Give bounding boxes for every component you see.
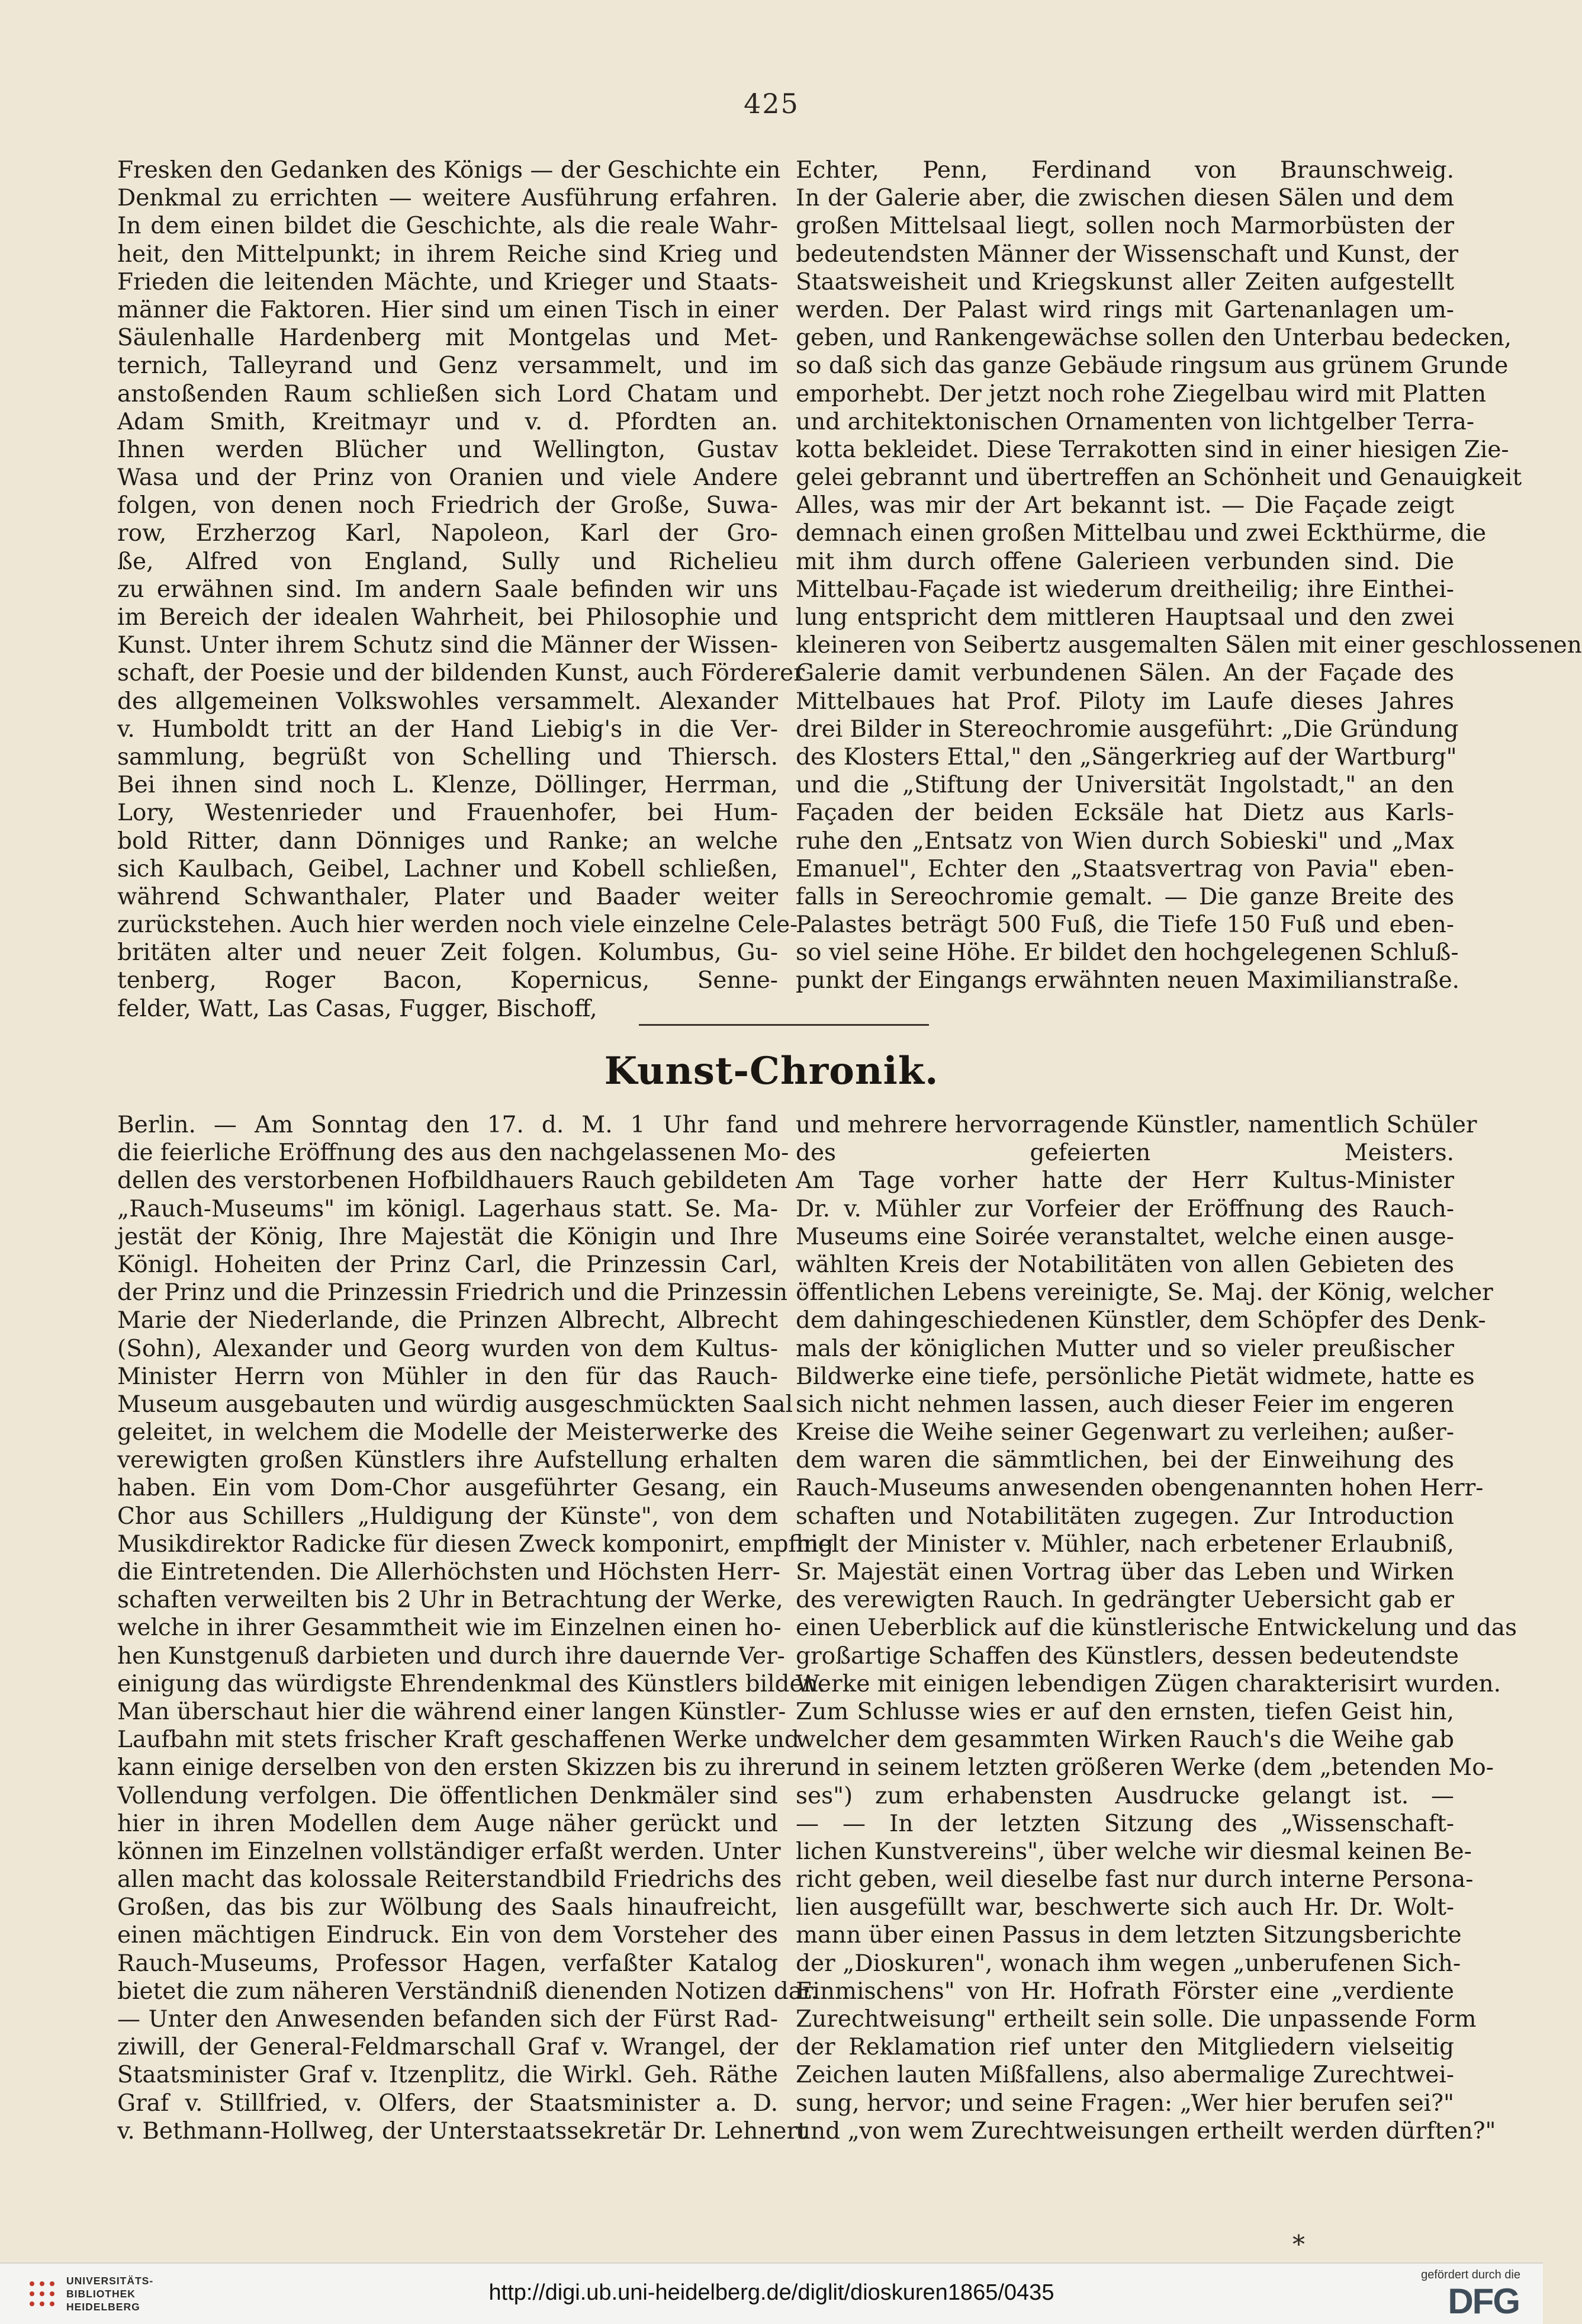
text-line: „Rauch-Museums" im königl. Lagerhaus statt. Se. Ma- — [117, 1195, 778, 1222]
text-line: falls in Sereochromie gemalt. — Die ganze Breite des — [796, 883, 1454, 910]
section-divider — [639, 1024, 929, 1026]
text-line: Kreise die Weihe seiner Gegenwart zu verleihen; außer- — [796, 1419, 1454, 1446]
text-line: so viel seine Höhe. Er bildet den hochgelegenen Schluß- — [796, 939, 1459, 967]
text-line: verewigten großen Künstlers ihre Aufstellung erhalten — [117, 1447, 778, 1474]
text-line: des allgemeinen Volkswohles versammelt. Alexander — [117, 688, 778, 715]
text-line: — Unter den Anwesenden befanden sich der Fürst Rad- — [117, 2006, 778, 2033]
text-line: männer die Faktoren. Hier sind um einen Tisch in einer — [117, 296, 778, 323]
text-line: Mittelbaues hat Prof. Piloty im Laufe dieses Jahres — [796, 688, 1454, 715]
text-line: zurückstehen. Auch hier werden noch viele einzelne Cele- — [117, 911, 798, 939]
text-line: ruhe den „Entsatz von Wien durch Sobieski" und „Max — [796, 827, 1454, 855]
text-line: die feierliche Eröffnung des aus den nachgelassenen Mo- — [117, 1139, 789, 1167]
text-line: drei Bilder in Stereochromie ausgeführt: „Die Gründung — [796, 715, 1459, 743]
text-line: so daß sich das ganze Gebäude ringsum aus grünem Grunde — [796, 352, 1509, 380]
text-line: Alles, was mir der Art bekannt ist. — Die Façade zeigt — [796, 492, 1454, 519]
text-line: im Bereich der idealen Wahrheit, bei Philosophie und — [117, 604, 778, 631]
top-right-column — [796, 156, 1582, 995]
text-line: Museums eine Soirée veranstaltet, welche einen ausge- — [796, 1223, 1454, 1250]
text-line: kotta bekleidet. Diese Terrakotten sind in einer hiesigen Zie- — [796, 436, 1509, 463]
text-line: emporhebt. Der jetzt noch rohe Ziegelbau wird mit Platten — [796, 380, 1487, 407]
text-line: (Sohn), Alexander und Georg wurden von dem Kultus- — [117, 1335, 778, 1362]
library-name-line-1: UNIVERSITÄTS- — [66, 2275, 154, 2287]
page-number: 425 — [744, 88, 799, 120]
text-line: richt geben, weil dieselbe fast nur durch interne Persona- — [796, 1866, 1474, 1893]
text-line: Dr. v. Mühler zur Vorfeier der Eröffnung des Rauch- — [796, 1195, 1454, 1222]
text-line: Laufbahn mit stets frischer Kraft geschaffenen Werke und — [117, 1726, 799, 1754]
text-line: kann einige derselben von den ersten Skizzen bis zu ihrer — [117, 1754, 797, 1781]
text-line: dem dahingeschiedenen Künstler, dem Schöpfer des Denk- — [796, 1307, 1486, 1334]
text-line: der Reklamation rief unter den Mitgliedern vielseitig — [796, 2034, 1454, 2061]
text-line: bedeutendsten Männer der Wissenschaft und Kunst, der — [796, 240, 1459, 268]
text-line: heit, den Mittelpunkt; in ihrem Reiche sind Krieg und — [117, 240, 778, 268]
text-line: bold Ritter, dann Dönniges und Ranke; an welche — [117, 827, 778, 855]
text-line: großen Mittelsaal liegt, sollen noch Marmorbüsten der — [796, 213, 1454, 240]
text-line: Adam Smith, Kreitmayr und v. d. Pfordten an. — [117, 408, 778, 435]
text-line: einen mächtigen Eindruck. Ein von dem Vorsteher des — [117, 1922, 778, 1949]
text-line: und in seinem letzten größeren Werke (dem „betenden Mo- — [796, 1754, 1494, 1781]
text-line: sich Kaulbach, Geibel, Lachner und Kobell schließen, — [117, 855, 778, 882]
text-line: ße, Alfred von England, Sully und Richelieu — [117, 548, 778, 575]
text-line: row, Erzherzog Karl, Napoleon, Karl der Gro- — [117, 520, 778, 547]
text-line: felder, Watt, Las Casas, Fugger, Bischoff, — [117, 995, 597, 1022]
text-line: hier in ihren Modellen dem Auge näher gerückt und — [117, 1810, 778, 1837]
bottom-left-column — [117, 1111, 834, 2145]
text-line: Façaden der beiden Ecksäle hat Dietz aus Karls- — [796, 800, 1454, 827]
text-line: dem waren die sämmtlichen, bei der Einweihung des — [796, 1447, 1454, 1474]
top-left-column — [117, 156, 805, 1023]
text-line: Großen, das bis zur Wölbung des Saals hinaufreicht, — [117, 1894, 778, 1921]
text-line: Man überschaut hier die während einer langen Künstler- — [117, 1698, 786, 1725]
text-line: der „Dioskuren", wonach ihm wegen „unberufenen Sich- — [796, 1950, 1461, 1977]
text-line: Wasa und der Prinz von Oranien und viele Andere — [117, 464, 778, 492]
text-line: Musikdirektor Radicke für diesen Zweck komponirt, empfing — [117, 1530, 834, 1558]
text-line: sung, hervor; und seine Fragen: „Wer hier berufen sei?" — [796, 2089, 1454, 2117]
text-line: Lory, Westenrieder und Frauenhofer, bei Hum- — [117, 800, 778, 827]
text-line: Berlin. — Am Sonntag den 17. d. M. 1 Uhr fand — [117, 1112, 778, 1138]
text-line: des gefeierten Meisters. — [796, 1139, 1454, 1167]
funded-by-caption: gefördert durch die — [1421, 2268, 1520, 2281]
text-line: Säulenhalle Hardenberg mit Montgelas und Met- — [117, 325, 778, 352]
text-line: hielt der Minister v. Mühler, nach erbetener Erlaubniß, — [796, 1530, 1454, 1558]
library-name-line-3: HEIDELBERG — [66, 2301, 140, 2313]
text-line: schaft, der Poesie und der bildenden Kunst, auch Förderer — [117, 660, 805, 687]
text-line: Frieden die leitenden Mächte, und Krieger und Staats- — [117, 268, 778, 296]
text-line: Denkmal zu errichten — weitere Ausführung erfahren. — [117, 185, 778, 212]
bottom-right-column — [796, 1111, 1517, 2145]
text-line: Museum ausgebauten und würdig ausgeschmückten Saal — [117, 1391, 793, 1418]
text-line: v. Humboldt tritt an der Hand Liebig's in die Ver- — [117, 715, 778, 743]
text-line: Emanuel", Echter den „Staatsvertrag von Pavia" eben- — [796, 855, 1454, 882]
text-line: Minister Herrn von Mühler in den für das Rauch- — [117, 1363, 778, 1390]
text-line: während Schwanthaler, Plater und Baader weiter — [117, 883, 778, 910]
text-line: bietet die zum näheren Verständniß dienenden Notizen dar. — [117, 1978, 818, 2005]
text-line: Staatsminister Graf v. Itzenplitz, die Wirkl. Geh. Räthe — [117, 2062, 778, 2089]
text-line: können im Einzelnen vollständiger erfaßt werden. Unter — [117, 1838, 781, 1865]
text-line: sammlung, begrüßt von Schelling und Thiersch. — [117, 743, 778, 771]
text-line: Marie der Niederlande, die Prinzen Albrecht, Albrecht — [117, 1307, 778, 1334]
text-line: welcher dem gesammten Wirken Rauch's die Weihe gab — [796, 1726, 1454, 1754]
text-line: Rauch-Museums, Professor Hagen, verfaßter Katalog — [117, 1950, 778, 1977]
text-line: einen Ueberblick auf die künstlerische Entwickelung und das — [796, 1614, 1517, 1642]
text-line: Bildwerke eine tiefe, persönliche Pietät widmete, hatte es — [796, 1363, 1475, 1390]
text-line: Ihnen werden Blücher und Wellington, Gustav — [117, 436, 778, 463]
text-line: Palastes beträgt 500 Fuß, die Tiefe 150 Fuß und eben- — [796, 911, 1454, 939]
end-asterisk: * — [1292, 2230, 1305, 2259]
text-line: lung entspricht dem mittleren Hauptsaal und den zwei — [796, 604, 1454, 631]
text-line: die Eintretenden. Die Allerhöchsten und Höchsten Herr- — [117, 1559, 780, 1585]
text-line: zu erwähnen sind. Im andern Saale befinden wir uns — [117, 576, 778, 603]
text-line: punkt der Eingangs erwähnten neuen Maximilianstraße. — [796, 967, 1460, 994]
text-line: Bei ihnen sind noch L. Klenze, Döllinger, Herrman, — [117, 772, 778, 799]
text-line: v. Bethmann-Hollweg, der Unterstaatssekretär Dr. Lehnert — [117, 2117, 807, 2145]
text-line: britäten alter und neuer Zeit folgen. Kolumbus, Gu- — [117, 939, 778, 967]
footer-bar — [0, 2262, 1543, 2324]
text-line: hen Kunstgenuß darbieten und durch ihre dauernde Ver- — [117, 1642, 785, 1670]
text-line: haben. Ein vom Dom-Chor ausgeführter Gesang, ein — [117, 1475, 778, 1502]
text-line: demnach einen großen Mittelbau und zwei Eckthürme, die — [796, 520, 1487, 547]
text-line: und „von wem Zurechtweisungen ertheilt werden dürften?" — [796, 2117, 1496, 2145]
text-line: werden. Der Palast wird rings mit Gartenanlagen um- — [796, 296, 1454, 323]
text-line: sich nicht nehmen lassen, auch dieser Feier im engeren — [796, 1391, 1454, 1418]
text-line: mann über einen Passus in dem letzten Sitzungsberichte — [796, 1922, 1462, 1949]
text-line: des verewigten Rauch. In gedrängter Uebersicht gab er — [796, 1587, 1454, 1614]
text-line: mals der königlichen Mutter und so vieler preußischer — [796, 1335, 1454, 1362]
text-line: großartige Schaffen des Künstlers, dessen bedeutendste — [796, 1642, 1459, 1670]
text-line: Fresken den Gedanken des Königs — der Geschichte ein — [117, 157, 781, 184]
text-line: Einmischens" von Hr. Hofrath Förster eine „verdiente — [796, 1978, 1454, 2005]
text-line: der Prinz und die Prinzessin Friedrich und die Prinzessin — [117, 1279, 788, 1307]
text-line: gelei gebrannt und übertreffen an Schönheit und Genauigkeit — [796, 464, 1522, 492]
text-line: geleitet, in welchem die Modelle der Meisterwerke des — [117, 1419, 778, 1446]
text-line: Echter, Penn, Ferdinand von Braunschweig. — [796, 157, 1454, 184]
text-line: In dem einen bildet die Geschichte, als die reale Wahr- — [117, 213, 778, 240]
text-line: anstoßenden Raum schließen sich Lord Chatam und — [117, 380, 778, 407]
text-line: folgen, von denen noch Friedrich der Große, Suwa- — [117, 492, 778, 519]
text-line: Mittelbau-Façade ist wiederum dreitheilig; ihre Einthei- — [796, 576, 1454, 603]
text-line: Kunst. Unter ihrem Schutz sind die Männer der Wissen- — [117, 632, 778, 659]
text-line: Zeichen lauten Mißfallens, also abermalige Zurechtwei- — [796, 2062, 1454, 2089]
text-line: Zurechtweisung" ertheilt sein solle. Die unpassende Form — [796, 2006, 1477, 2033]
text-line: schaften verweilten bis 2 Uhr in Betrachtung der Werke, — [117, 1587, 783, 1614]
text-line: Königl. Hoheiten der Prinz Carl, die Prinzessin Carl, — [117, 1251, 778, 1278]
text-line: schaften und Notabilitäten zugegen. Zur Introduction — [796, 1503, 1454, 1530]
text-line: ziwill, der General-Feldmarschall Graf v. Wrangel, der — [117, 2034, 778, 2061]
text-line: und die „Stiftung der Universität Ingolstadt," an den — [796, 772, 1454, 799]
text-line: ses") zum erhabensten Ausdrucke gelangt ist. — — [796, 1782, 1454, 1809]
text-line: jestät der König, Ihre Majestät die Königin und Ihre — [117, 1223, 778, 1250]
text-line: einigung das würdigste Ehrendenkmal des Künstlers bilden. — [117, 1670, 826, 1697]
digital-copy-url[interactable]: http://digi.ub.uni-heidelberg.de/diglit/dioskuren1865/0435 — [488, 2280, 1054, 2305]
text-line: lien ausgefüllt war, beschwerte sich auch Hr. Dr. Wolt- — [796, 1894, 1454, 1921]
text-line: geben, und Rankengewächse sollen den Unterbau bedecken, — [796, 325, 1512, 352]
text-line: Chor aus Schillers „Huldigung der Künste", von dem — [117, 1503, 778, 1530]
section-title: Kunst-Chronik. — [604, 1049, 939, 1093]
dfg-logo: DFG — [1448, 2281, 1519, 2321]
text-line: des Klosters Ettal," den „Sängerkrieg auf der Wartburg" — [796, 743, 1457, 771]
text-line: wählten Kreis der Notabilitäten von allen Gebieten des — [796, 1251, 1454, 1278]
text-line: Vollendung verfolgen. Die öffentlichen Denkmäler sind — [117, 1782, 778, 1809]
text-line: Graf v. Stillfried, v. Olfers, der Staatsminister a. D. — [117, 2089, 778, 2117]
text-line: tenberg, Roger Bacon, Kopernicus, Senne- — [117, 967, 778, 994]
text-line: Sr. Majestät einen Vortrag über das Leben und Wirken — [796, 1559, 1454, 1585]
text-line: Galerie damit verbundenen Sälen. An der Façade des — [796, 660, 1454, 687]
text-line: Staatsweisheit und Kriegskunst aller Zeiten aufgestellt — [796, 268, 1454, 296]
text-line: öffentlichen Lebens vereinigte, Se. Maj. der König, welcher — [796, 1279, 1493, 1307]
text-line: In der Galerie aber, die zwischen diesen Sälen und dem — [796, 185, 1454, 212]
library-name-line-2: BIBLIOTHEK — [66, 2288, 136, 2300]
text-line: allen macht das kolossale Reiterstandbild Friedrichs des — [117, 1866, 782, 1893]
text-line: — — In der letzten Sitzung des „Wissenschaft- — [796, 1810, 1454, 1837]
text-line: Rauch-Museums anwesenden obengenannten hohen Herr- — [796, 1475, 1484, 1502]
text-line: ternich, Talleyrand und Genz versammelt, und im — [117, 352, 778, 380]
text-line: welche in ihrer Gesammtheit wie im Einzelnen einen ho- — [117, 1614, 782, 1642]
text-line: und architektonischen Ornamenten von lichtgelber Terra- — [796, 408, 1475, 435]
text-line: dellen des verstorbenen Hofbildhauers Rauch gebildeten — [117, 1167, 787, 1195]
text-line: kleineren von Seibertz ausgemalten Sälen mit einer geschlossenen — [796, 632, 1582, 659]
text-line: und mehrere hervorragende Künstler, namentlich Schüler — [796, 1112, 1477, 1138]
text-line: Am Tage vorher hatte der Herr Kultus-Minister — [796, 1167, 1454, 1195]
text-line: Zum Schlusse wies er auf den ernsten, tiefen Geist hin, — [796, 1698, 1454, 1725]
text-line: mit ihm durch offene Galerieen verbunden sind. Die — [796, 548, 1454, 575]
text-line: lichen Kunstvereins", über welche wir diesmal keinen Be- — [796, 1838, 1472, 1865]
text-line: Werke mit einigen lebendigen Zügen charakterisirt wurden. — [796, 1670, 1501, 1697]
